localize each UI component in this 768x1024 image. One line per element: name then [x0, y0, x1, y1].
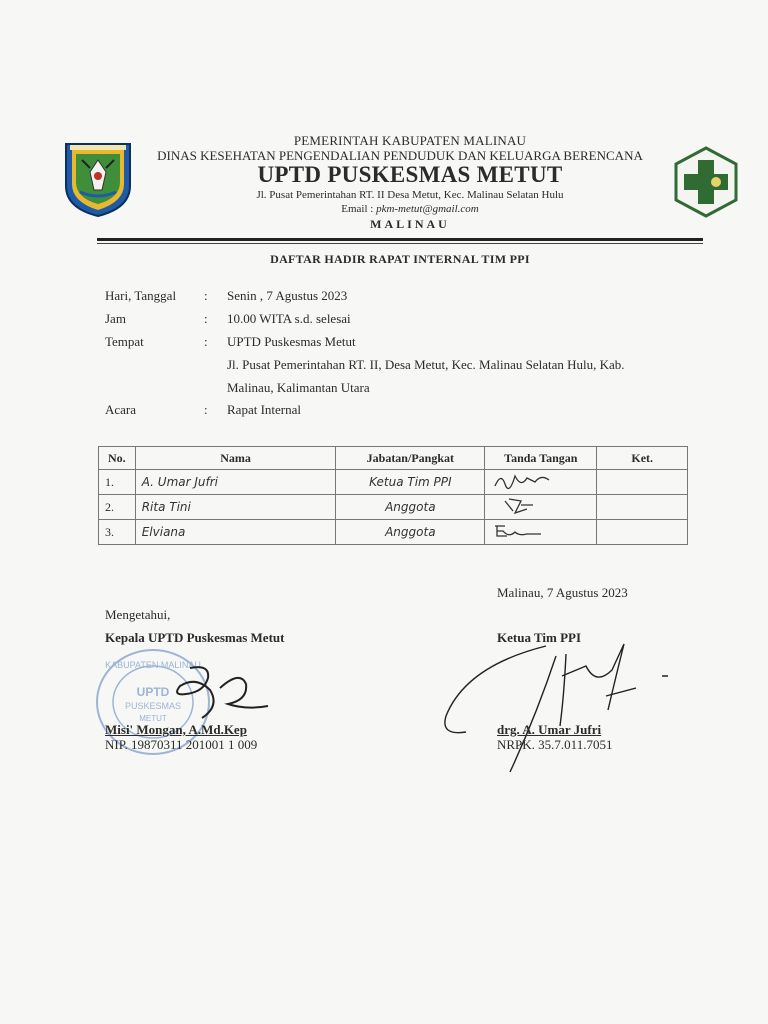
- cell-no: 2.: [99, 495, 136, 520]
- right-signatory-title: Ketua Tim PPI: [497, 630, 582, 645]
- cell-name: Elviana: [135, 520, 336, 545]
- info-colon: :: [204, 402, 208, 417]
- stamp-top-text: KABUPATEN MALINAU: [105, 660, 201, 670]
- cell-no: 1.: [99, 470, 136, 495]
- col-header-name: Nama: [135, 447, 336, 470]
- attendance-table: [98, 446, 688, 545]
- stamp-text-metut: METUT: [139, 714, 167, 723]
- left-signatory-title: Kepala UPTD Puskesmas Metut: [105, 630, 285, 645]
- cell-position: Anggota: [336, 495, 485, 520]
- info-agenda-value: Rapat Internal: [227, 402, 301, 417]
- col-header-signature: Tanda Tangan: [485, 447, 597, 470]
- table-row: [99, 495, 688, 520]
- right-signatory-id: NRPK. 35.7.011.7051: [497, 737, 613, 752]
- left-handwritten-signature: [150, 660, 280, 730]
- info-date-value: Senin , 7 Agustus 2023: [227, 288, 348, 303]
- header-organization: UPTD PUSKESMAS METUT: [257, 162, 563, 187]
- info-place-address-1: Jl. Pusat Pemerintahan RT. II, Desa Metut, Kec. Malinau Selatan Hulu, Kab.: [227, 357, 625, 372]
- cell-position: Anggota: [336, 520, 485, 545]
- info-date-label: Hari, Tanggal: [105, 288, 177, 303]
- letterhead-rule-thick: [97, 238, 703, 241]
- right-signatory-name: drg. A. Umar Jufri: [497, 722, 602, 737]
- right-handwritten-signature: [436, 636, 676, 776]
- stamp-text-uptd: UPTD: [136, 685, 170, 699]
- info-agenda-label: Acara: [105, 402, 137, 417]
- col-header-position: Jabatan/Pangkat: [336, 447, 485, 470]
- header-email-line: [150, 203, 670, 215]
- handwritten-signature: [491, 470, 571, 490]
- col-header-no: No.: [99, 447, 136, 470]
- stamp-text-puskesmas: PUSKESMAS: [124, 701, 182, 711]
- cell-signature: [485, 470, 597, 495]
- acknowledged-caption: Mengetahui,: [105, 607, 171, 622]
- header-city: MALINAU: [370, 217, 450, 231]
- table-header-row: [99, 447, 688, 470]
- header-government: PEMERINTAH KABUPATEN MALINAU: [293, 133, 527, 148]
- info-time-label: Jam: [105, 311, 126, 326]
- cell-signature: [485, 495, 597, 520]
- header-department: DINAS KESEHATAN PENGENDALIAN PENDUDUK DAN KELUARGA BERENCANA: [157, 148, 643, 163]
- left-signatory-id: NIP. 19870311 201001 1 009: [105, 737, 258, 752]
- info-place-label: Tempat: [105, 334, 144, 349]
- handwritten-signature: [491, 495, 571, 515]
- info-colon: :: [204, 334, 208, 349]
- cell-notes: [597, 520, 688, 545]
- email-link[interactable]: pkm-metut@gmail.com: [376, 203, 479, 215]
- cell-name: A. Umar Jufri: [135, 470, 336, 495]
- info-colon: :: [204, 311, 208, 326]
- place-date: Malinau, 7 Agustus 2023: [497, 585, 628, 600]
- info-time-value: 10.00 WITA s.d. selesai: [227, 311, 351, 326]
- cell-signature: [485, 520, 597, 545]
- regency-emblem-logo: [62, 138, 134, 218]
- left-signatory-name: Misi' Mongan, A.Md.Kep: [105, 722, 247, 737]
- col-header-notes: Ket.: [597, 447, 688, 470]
- info-place-address-2: Malinau, Kalimantan Utara: [227, 380, 370, 395]
- header-address: Jl. Pusat Pemerintahan RT. II Desa Metut, Kec. Malinau Selatan Hulu: [256, 189, 564, 201]
- info-colon: :: [204, 288, 208, 303]
- letterhead-rule-thin: [97, 243, 703, 244]
- table-row: [99, 520, 688, 545]
- info-place-value: UPTD Puskesmas Metut: [227, 334, 356, 349]
- cell-notes: [597, 470, 688, 495]
- cell-no: 3.: [99, 520, 136, 545]
- cell-name: Rita Tini: [135, 495, 336, 520]
- cell-position: Ketua Tim PPI: [336, 470, 485, 495]
- handwritten-signature: [491, 520, 571, 540]
- table-row: [99, 470, 688, 495]
- puskesmas-cross-logo: [670, 146, 742, 218]
- email-label: Email :: [341, 203, 374, 215]
- document-title: DAFTAR HADIR RAPAT INTERNAL TIM PPI: [270, 252, 530, 266]
- cell-notes: [597, 495, 688, 520]
